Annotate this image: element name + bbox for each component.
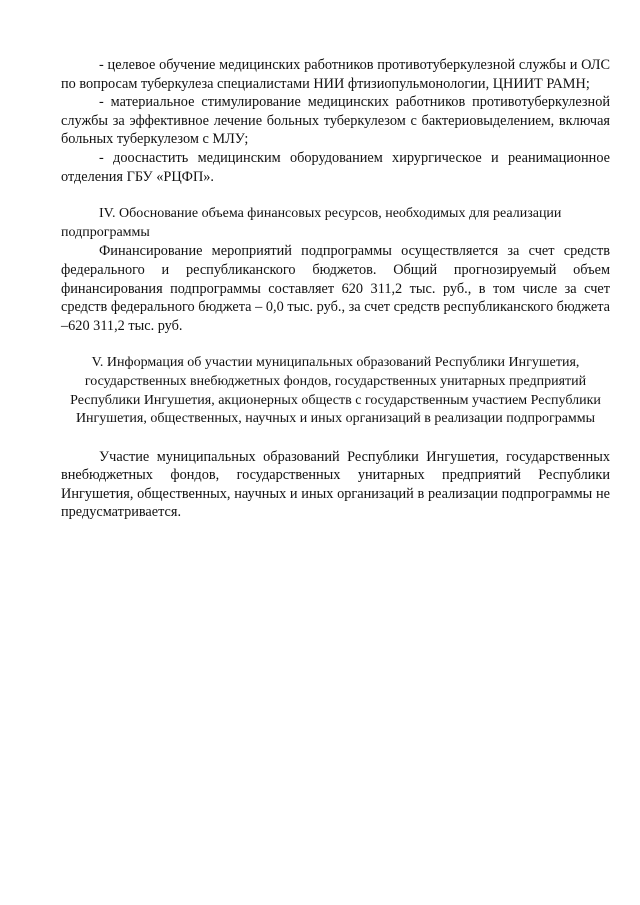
spacer — [61, 186, 610, 205]
section-4-heading: IV. Обоснование объема финансовых ресурсов, необходимых для реализации подпрограммы — [61, 206, 562, 240]
bullet-incentive: - материальное стимулирование медицинских работников противотуберкулезной службы за эффективное лечение больных туберкулезом с бактериовыделением, включая больных туберкулезом с МЛУ; — [61, 94, 610, 148]
section-4-paragraph: Финансирование мероприятий подпрограммы осуществляется за счет средств федерального и республиканского бюджетов. Общий прогнозируемый объем финансирования подпрограммы составляет 620 311,2 тыс. руб., в том числе за счет средств федерального бюджета – 0,0 тыс. руб., за счет средств республиканского бюджета –620 311,2 тыс. руб. — [61, 243, 610, 334]
document-page — [61, 56, 610, 522]
bullet-training: - целевое обучение медицинских работников противотуберкулезной службы и ОЛС по вопросам туберкулеза специалистами НИИ фтизиопульмонологии, ЦНИИТ РАМН; — [61, 57, 610, 92]
bullet-equipment: - дооснастить медицинским оборудованием хирургическое и реанимационное отделения ГБУ «РЦФП». — [61, 149, 610, 185]
section-5-paragraph: Участие муниципальных образований Республики Ингушетия, государственных внебюджетных фондов, государственных унитарных предприятий Республики Ингушетия, общественных, научных и иных организаций в реализации подпрограммы не предусматривается. — [61, 448, 610, 521]
spacer — [61, 335, 610, 354]
spacer — [61, 429, 610, 448]
section-5-heading: V. Информация об участии муниципальных образований Республики Ингушетия, государственных внебюджетных фондов, государственных унитарных предприятий Республики Ингушетия, акционерных обществ с государственным участием Республики Ингушетия, общественных, научных и иных организаций в реализации подпрограммы — [70, 355, 601, 427]
